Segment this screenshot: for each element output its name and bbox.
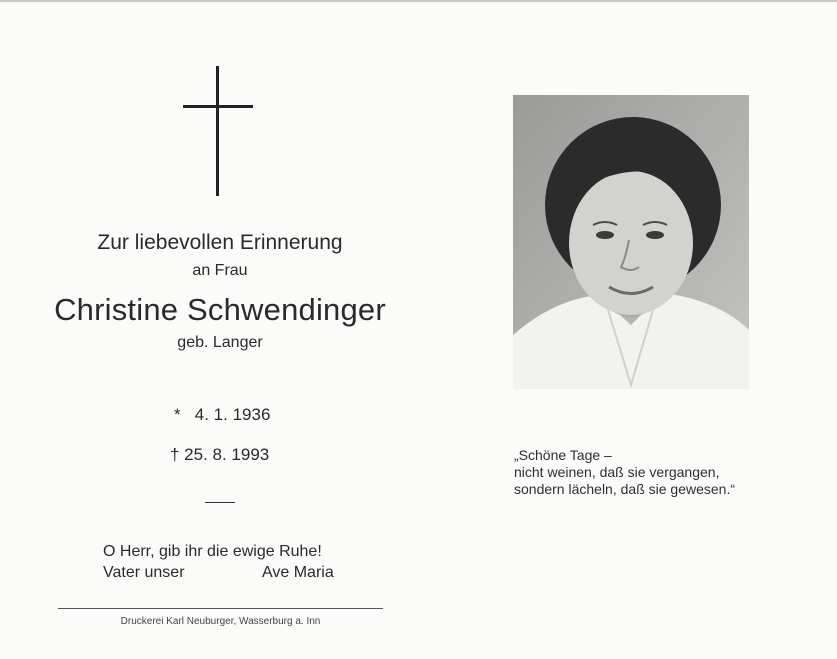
quote-line-1: „Schöne Tage – [514, 447, 612, 463]
quote-line-2: nicht weinen, daß sie vergangen, [514, 464, 720, 480]
divider-bottom [58, 608, 383, 609]
divider-short [205, 502, 235, 503]
prayer-vater-unser: Vater unser [103, 564, 185, 581]
memorial-heading: Zur liebevollen Erinnerung [97, 231, 343, 254]
deceased-name: Christine Schwendinger [54, 292, 386, 327]
cross-vertical-bar [216, 66, 219, 196]
quote-line-3: sondern lächeln, daß sie gewesen.“ [514, 481, 736, 497]
salutation: an Frau [192, 262, 248, 279]
cross-horizontal-bar [183, 105, 253, 108]
maiden-name: geb. Langer [177, 334, 263, 351]
prayer-ave-maria: Ave Maria [262, 564, 334, 581]
portrait-photo [513, 95, 749, 389]
birth-date: * 4. 1. 1936 [174, 405, 271, 424]
quote-block [514, 447, 735, 498]
death-date: † 25. 8. 1993 [170, 445, 270, 464]
prayer-line: O Herr, gib ihr die ewige Ruhe! [103, 543, 322, 560]
printer-credit: Druckerei Karl Neuburger, Wasserburg a. Inn [120, 616, 321, 627]
